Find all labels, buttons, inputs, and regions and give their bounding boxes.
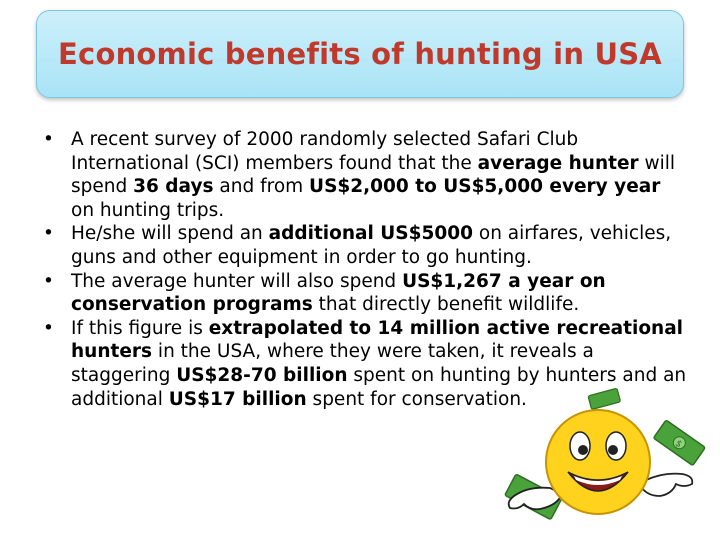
- bullet-bold-text: average hunter: [477, 152, 639, 174]
- bullet-text: on hunting trips.: [71, 199, 225, 221]
- banknote-right-icon: [653, 420, 705, 466]
- bullet-text: that directly benefit wildlife.: [312, 294, 580, 316]
- slide-title: Economic benefits of hunting in USA: [58, 37, 662, 71]
- bullet-text: on airfares, vehicles, guns and other equipment in order to go hunting.: [71, 223, 672, 268]
- bullet-item: [38, 128, 688, 222]
- bullet-text: will spend: [71, 152, 676, 198]
- bullet-bold-text: 36 days: [133, 176, 214, 198]
- hand-right-icon: [642, 474, 692, 496]
- bullet-bold-text: US$17 billion: [168, 388, 307, 410]
- bullet-text: The average hunter will also spend: [71, 270, 403, 292]
- bullet-text: A recent survey of 2000 randomly selected Safari Club International (SCI) members found that the: [71, 129, 579, 174]
- bullet-list: [38, 128, 688, 411]
- bullet-item: [38, 222, 688, 269]
- bullet-bold-text: US$28-70 billion: [176, 364, 348, 386]
- bullet-text: spent for conservation.: [306, 388, 527, 410]
- smiley-with-money-icon: [488, 384, 720, 540]
- bullet-text: spent on hunting by hunters and an additional: [71, 364, 687, 410]
- banknote-top-icon: [588, 388, 621, 409]
- bullet-text: He/she will spend an: [71, 223, 269, 245]
- bullet-bold-text: extrapolated to 14 million active recreational hunters: [71, 317, 684, 363]
- bullet-item: [38, 270, 688, 317]
- svg-text:$: $: [672, 438, 684, 451]
- title-box: [36, 10, 684, 98]
- bullet-bold-text: US$1,267 a year on conservation programs: [71, 270, 606, 316]
- smiley-face-icon: [546, 410, 650, 514]
- bullet-bold-text: additional US$5000: [268, 223, 473, 245]
- bullet-text: If this figure is: [71, 317, 209, 339]
- bullet-text: in the USA, where they were taken, it reveals a staggering: [71, 341, 594, 386]
- bullet-bold-text: US$2,000 to US$5,000 every year: [309, 176, 661, 198]
- bullet-text: and from: [213, 176, 310, 198]
